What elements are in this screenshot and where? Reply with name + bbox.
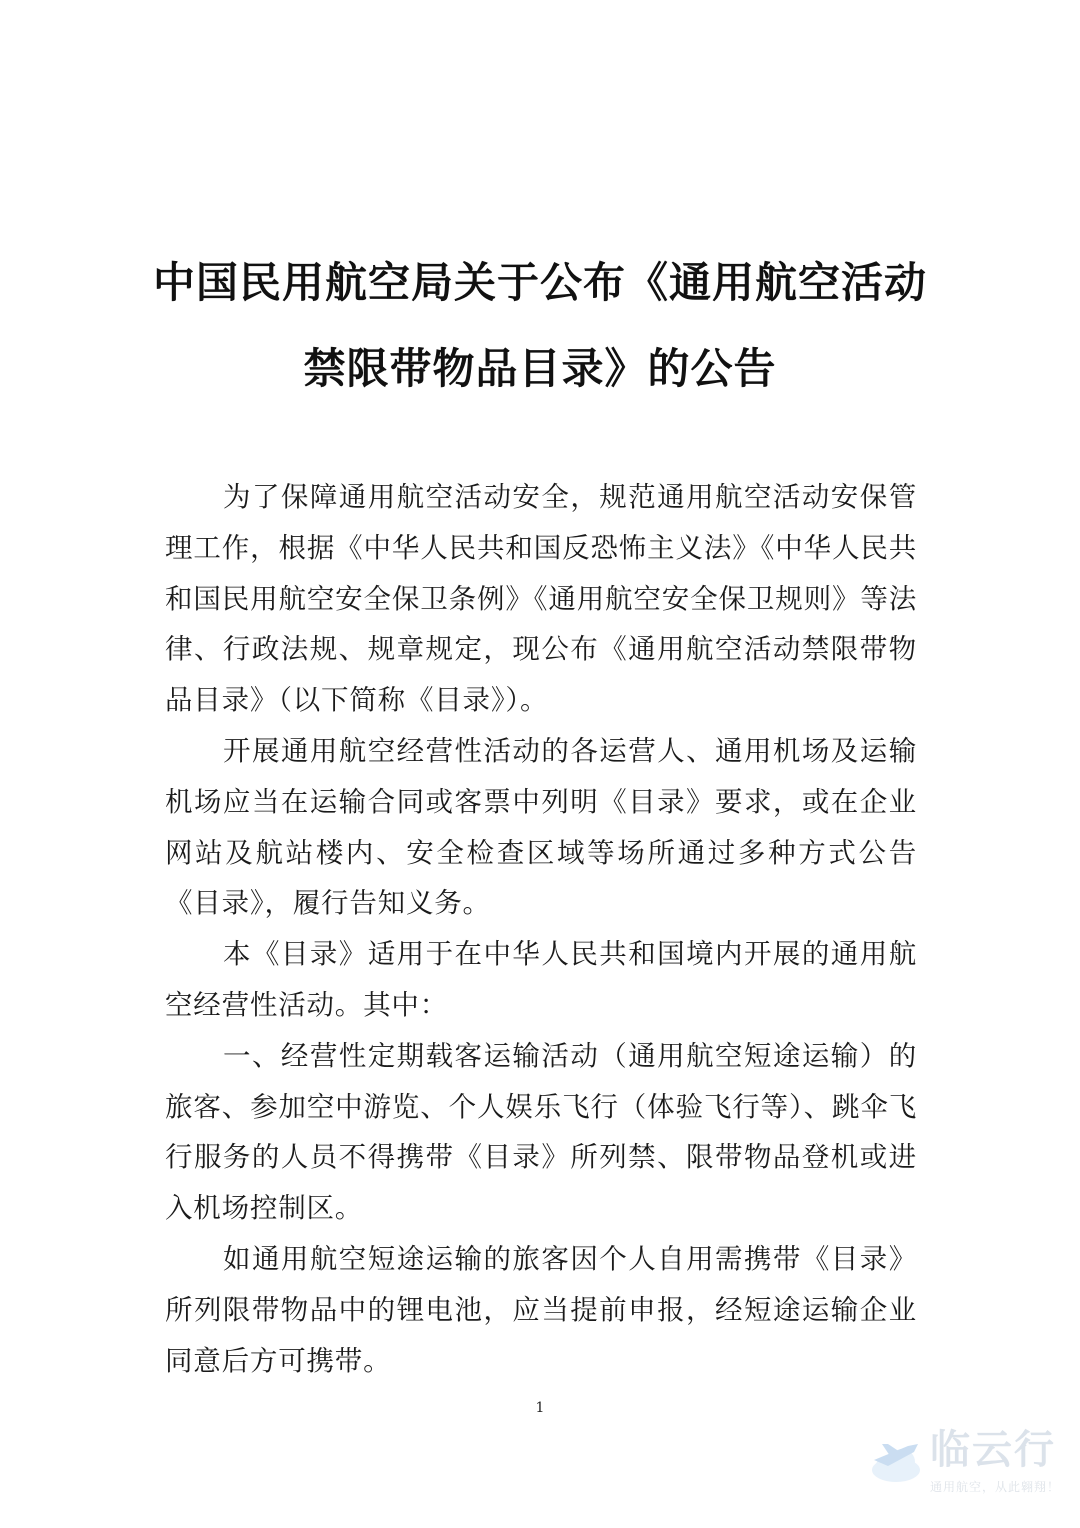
paragraph: 一、经营性定期载客运输活动（通用航空短途运输）的旅客、参加空中游览、个人娱乐飞行（体验飞行等）、跳伞飞行服务的人员不得携带《目录》所列禁、限带物品登机或进入机场控制区。 [165, 1039, 917, 1225]
document-title-line-2: 禁限带物品目录》的公告 [303, 344, 777, 393]
paragraph: 开展通用航空经营性活动的各运营人、通用机场及运输机场应当在运输合同或客票中列明《目录》要求，或在企业网站及航站楼内、安全检查区域等场所通过多种方式公告《目录》，履行告知义务。 [165, 734, 917, 920]
watermark-slogan: 通用航空，从此翱翔！ [930, 1480, 1061, 1494]
watermark-brand: 临云行 [930, 1427, 1056, 1473]
watermark [868, 1426, 1068, 1506]
document-body [165, 472, 917, 1386]
document-title-line-1: 中国民用航空局关于公布《通用航空活动 [152, 258, 927, 307]
paragraph: 本《目录》适用于在中华人民共和国境内开展的通用航空经营性活动。其中： [165, 938, 917, 1021]
page-number: 1 [535, 1400, 545, 1416]
paragraph: 如通用航空短途运输的旅客因个人自用需携带《目录》所列限带物品中的锂电池，应当提前申报，经短途运输企业同意后方可携带。 [165, 1242, 917, 1377]
paragraph: 为了保障通用航空活动安全，规范通用航空活动安保管理工作，根据《中华人民共和国反恐怖主义法》《中华人民共和国民用航空安全保卫条例》《通用航空安全保卫规则》等法律、行政法规、规章规定，现公布《通用航空活动禁限带物品目录》（以下简称《目录》）。 [165, 481, 917, 717]
plane-cloud-icon [868, 1432, 924, 1488]
